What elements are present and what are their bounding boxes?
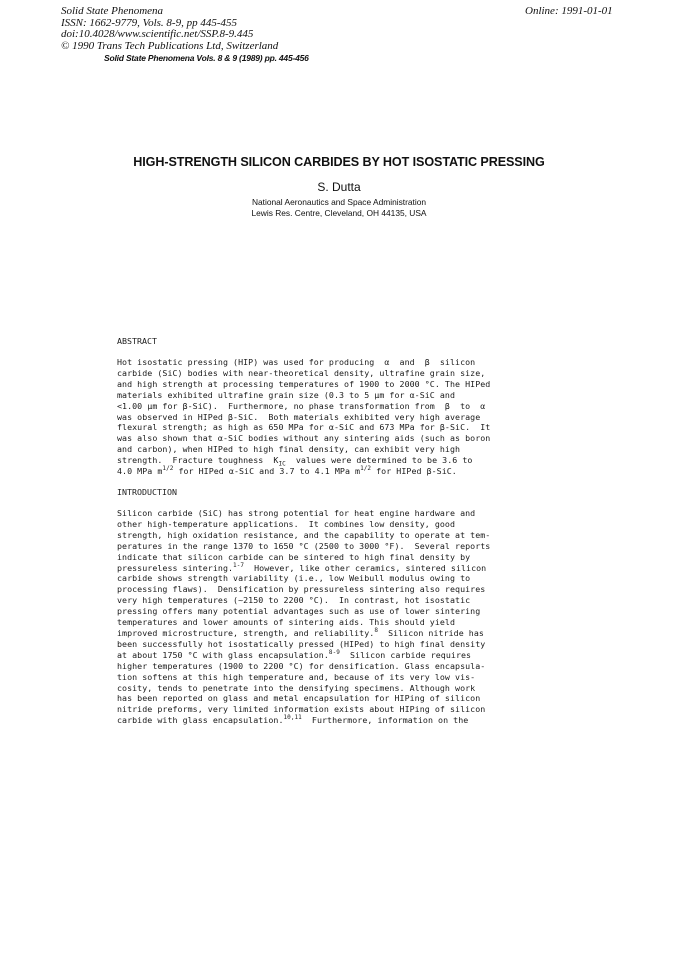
text-span: Silicon carbide requires: [339, 649, 472, 660]
abstract-line: was observed in HIPed β-SiC. Both materials exhibited very high average: [117, 411, 481, 422]
paper-title: HIGH-STRENGTH SILICON CARBIDES BY HOT ISOSTATIC PRESSING: [133, 155, 545, 169]
text-span: improved microstructure, strength, and reliability.: [117, 627, 375, 638]
text-span: at about 1750 °C with glass encapsulation.: [117, 649, 329, 660]
abstract-line: [117, 466, 490, 477]
text-span: 4.0 MPa m: [117, 466, 163, 477]
intro-line: nitride preforms, very limited information exists about HIPing of silicon: [117, 704, 486, 715]
reference-superscript: 10,11: [283, 714, 302, 722]
journal-header: [61, 6, 278, 52]
intro-line: strength, high oxidation resistance, and the capability to operate at tem-: [117, 529, 491, 540]
author-affiliation: [0, 197, 678, 219]
abstract-line: and high strength at processing temperatures of 1900 to 2000 °C. The HIPed: [117, 378, 491, 389]
online-date: Online: 1991-01-01: [525, 5, 613, 17]
text-span: values were determined to be 3.6 to: [285, 455, 473, 466]
intro-line: [117, 628, 490, 639]
intro-line: higher temperatures (1900 to 2200 °C) for densification. Glass encapsula-: [117, 660, 486, 671]
introduction-heading: INTRODUCTION: [117, 487, 177, 497]
abstract-line: materials exhibited ultrafine grain size (0.3 to 5 μm for α-SiC and: [117, 389, 456, 400]
abstract-line: Hot isostatic pressing (HIP) was used for producing α and β silicon: [117, 357, 476, 367]
intro-line: has been reported on glass and metal encapsulation for HIPing of silicon: [117, 693, 481, 704]
intro-line: pressing offers many potential advantages such as use of lower sintering: [117, 606, 481, 617]
reference-superscript: 1-7: [233, 561, 245, 569]
intro-line: [117, 715, 490, 726]
text-span: However, like other ceramics, sintered silicon: [244, 562, 487, 573]
copyright-line: © 1990 Trans Tech Publications Ltd, Switzerland: [61, 39, 279, 52]
intro-line: [117, 650, 490, 661]
intro-line: Silicon carbide (SiC) has strong potential for heat engine hardware and: [117, 508, 476, 518]
text-span: pressureless sintering.: [117, 562, 234, 573]
superscript: 1/2: [360, 465, 372, 473]
intro-line: other high-temperature applications. It combines low density, good: [117, 518, 456, 529]
intro-line: very high temperatures (~2150 to 2200 °C). In contrast, hot isostatic: [117, 595, 471, 606]
abstract-line: carbide (SiC) bodies with near-theoretical density, ultrafine grain size,: [117, 367, 486, 378]
text-span: for HIPed α-SiC and 3.7 to 4.1 MPa m: [173, 466, 361, 477]
text-span: carbide with glass encapsulation.: [117, 715, 284, 726]
intro-line: tion softens at this high temperature and, because of its very low vis-: [117, 671, 476, 682]
journal-name: Solid State Phenomena: [61, 5, 164, 17]
intro-line: peratures in the range 1370 to 1650 °C (2500 to 3000 °F). Several reports: [117, 540, 491, 551]
abstract-line: was also shown that α-SiC bodies without any sintering aids (such as boron: [117, 433, 491, 444]
text-span: for HIPed β-SiC.: [371, 466, 457, 477]
abstract-line: flexural strength; as high as 650 MPa for α-SiC and 673 MPa for β-SiC. It: [117, 422, 491, 433]
abstract-line: and carbon), when HIPed to high final density, can exhibit very high: [117, 444, 461, 455]
doi-line[interactable]: doi:10.4028/www.scientific.net/SSP.8-9.445: [61, 28, 254, 40]
paper-author: S. Dutta: [317, 180, 361, 194]
intro-line: cosity, tends to penetrate into the densifying specimens. Although work: [117, 682, 476, 693]
abstract-body: [117, 357, 490, 477]
abstract-heading: ABSTRACT: [117, 336, 157, 346]
superscript: 1/2: [162, 465, 174, 473]
text-span: Silicon nitride has: [377, 627, 484, 638]
intro-line: been successfully hot isostatically pressed (HIPed) to high final density: [117, 638, 486, 649]
intro-line: indicate that silicon carbide can be sintered to high final density by: [117, 551, 471, 562]
original-citation: Solid State Phenomena Vols. 8 & 9 (1989) pp. 445-456: [104, 53, 309, 63]
affiliation-line: National Aeronautics and Space Administration: [251, 197, 427, 207]
intro-line: temperatures and lower amounts of sintering aids. This should yield: [117, 617, 456, 628]
abstract-line: <1.00 μm for β-SiC). Furthermore, no phase transformation from β to α: [117, 400, 486, 411]
introduction-body: [117, 508, 490, 726]
intro-line: processing flaws). Densification by pressureless sintering also requires: [117, 584, 486, 595]
text-span: strength. Fracture toughness K: [117, 455, 279, 466]
intro-line: carbide shows strength variability (i.e., low Weibull modulus owing to: [117, 573, 471, 584]
subscript: IC: [278, 460, 286, 468]
reference-superscript: 8-9: [328, 649, 340, 657]
issn-line: ISSN: 1662-9779, Vols. 8-9, pp 445-455: [61, 16, 237, 29]
intro-line: [117, 563, 490, 574]
affiliation-line: Lewis Res. Centre, Cleveland, OH 44135, USA: [251, 208, 427, 218]
reference-superscript: 8: [374, 627, 378, 635]
text-span: Furthermore, information on the: [301, 715, 469, 726]
